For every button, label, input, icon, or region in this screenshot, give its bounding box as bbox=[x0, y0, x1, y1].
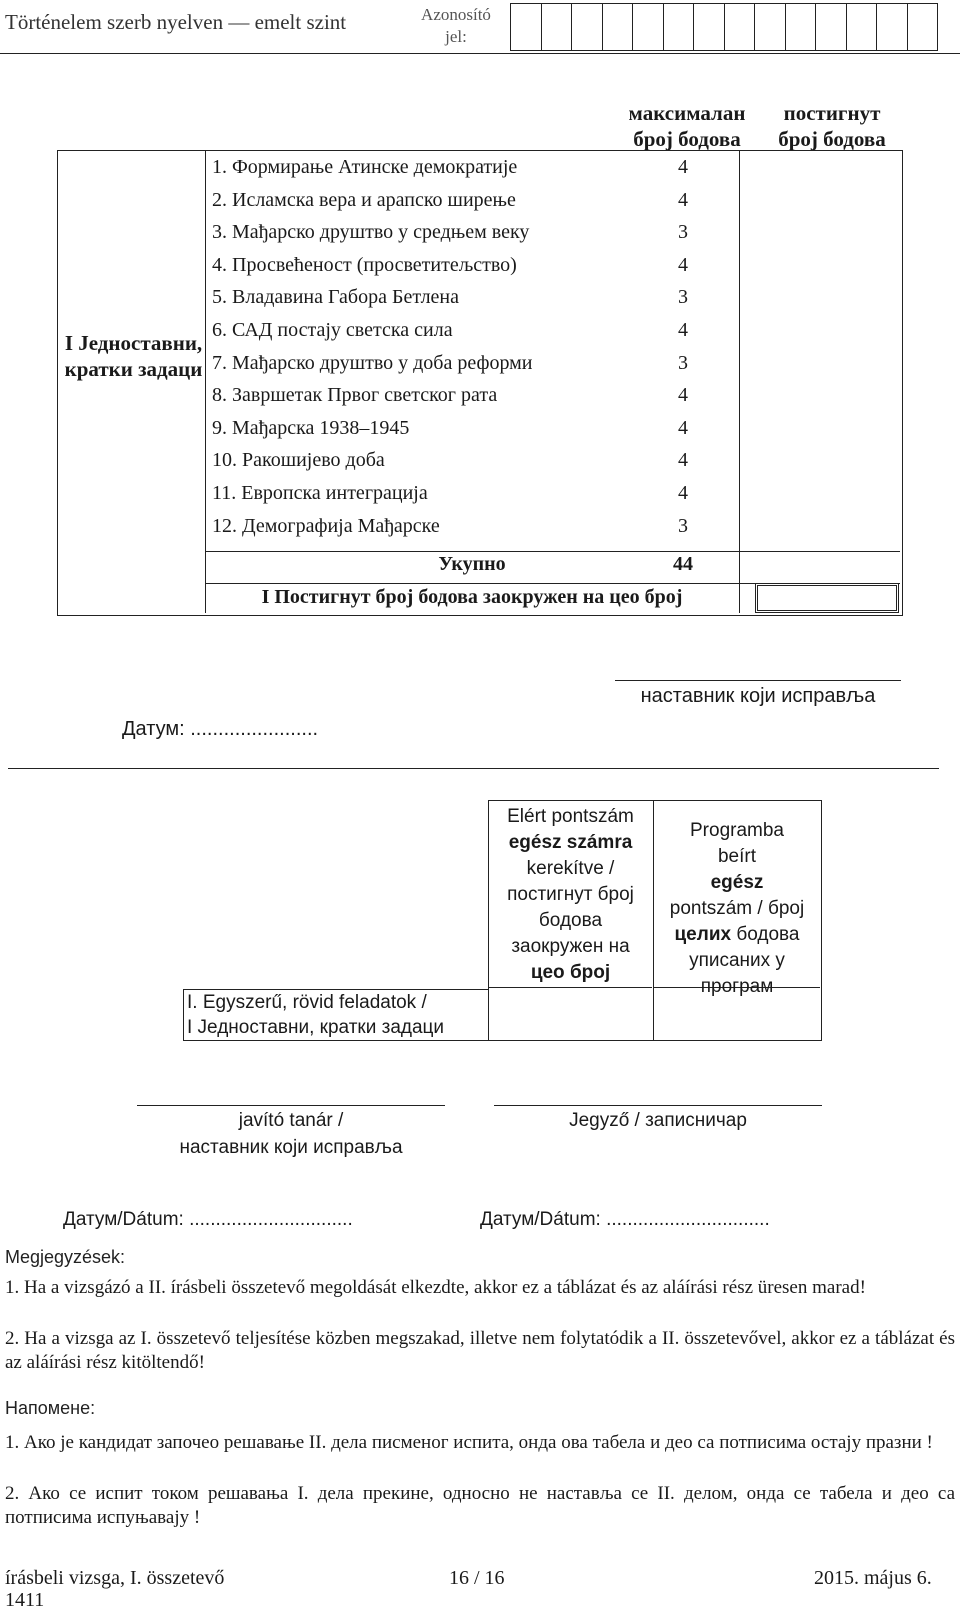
score-row-max: 4 bbox=[678, 156, 688, 178]
id-boxes[interactable] bbox=[510, 3, 938, 51]
table2-column-rounded bbox=[488, 800, 654, 1041]
footer-date: 2015. május 6. bbox=[814, 1567, 932, 1589]
date-field[interactable]: Датум: ....................... bbox=[122, 718, 319, 740]
table-divider-section bbox=[205, 151, 206, 613]
id-box[interactable] bbox=[572, 3, 603, 51]
score-row-max: 4 bbox=[678, 254, 688, 276]
score-row-label: 11. Европска интеграција bbox=[212, 482, 428, 504]
footer-exam-label: írásbeli vizsga, I. összetevő bbox=[5, 1567, 225, 1589]
score-row-max: 4 bbox=[678, 482, 688, 504]
id-box[interactable] bbox=[755, 3, 786, 51]
table-rule-total bbox=[205, 551, 900, 552]
id-box[interactable] bbox=[847, 3, 878, 51]
table2-row-label-sr: I Једноставни, кратки задаци bbox=[187, 1017, 445, 1038]
score-row-label: 3. Мађарско друштво у средњем веку bbox=[212, 221, 530, 243]
table2-column-program bbox=[654, 800, 822, 1041]
score-row-max: 4 bbox=[678, 449, 688, 471]
col1-text-4: цео број bbox=[530, 962, 611, 983]
notes-heading-sr: Напомене: bbox=[5, 1398, 96, 1418]
id-box[interactable] bbox=[786, 3, 817, 51]
table2-row-label bbox=[183, 989, 488, 1041]
id-box[interactable] bbox=[816, 3, 847, 51]
score-row-max: 4 bbox=[678, 319, 688, 341]
table2-row-label-hu: I. Egyszerű, rövid feladatok / bbox=[187, 992, 427, 1013]
total-label: Укупно bbox=[438, 553, 506, 575]
rounded-score-label: I Постигнут број бодова заокружен на цео број bbox=[261, 586, 683, 608]
col1-text-1: Elért pontszám bbox=[507, 806, 634, 827]
corrector-signature-label bbox=[137, 1107, 445, 1161]
col2-text-5: бодова уписаних у програм bbox=[689, 924, 800, 997]
id-box[interactable] bbox=[542, 3, 573, 51]
col2-text-3: pontszám / број bbox=[669, 898, 805, 919]
col1-text-2: egész számra bbox=[508, 832, 633, 853]
score-table bbox=[57, 150, 903, 616]
note-sr-2: 2. Ако се испит током решавања I. дела прекине, односно не наставља се II. делом, онда се табела и део са потписима испуњавају ! bbox=[5, 1483, 955, 1528]
score-row-label: 10. Ракошијево доба bbox=[212, 449, 385, 471]
id-box[interactable] bbox=[633, 3, 664, 51]
score-row-max: 4 bbox=[678, 189, 688, 211]
note-sr-1: 1. Ако је кандидат започео решавање II. дела писменог испита, онда ова табела и део са потписима остају празни ! bbox=[5, 1432, 933, 1453]
teacher-signature-line[interactable] bbox=[615, 680, 901, 681]
score-row-label: 6. САД постају светска сила bbox=[212, 319, 453, 341]
score-row-max: 3 bbox=[678, 286, 688, 308]
col2-text-1: Programba beírt bbox=[690, 820, 784, 867]
table2-column-program-header bbox=[654, 801, 820, 997]
id-box[interactable] bbox=[511, 3, 542, 51]
footer-code: 1411 bbox=[5, 1589, 45, 1611]
id-box[interactable] bbox=[908, 3, 939, 51]
score-row-label: 7. Мађарско друштво у доба реформи bbox=[212, 352, 533, 374]
section-label: I Једноставни, кратки задаци bbox=[64, 331, 203, 381]
score-row-label: 2. Исламска вера и арапско ширење bbox=[212, 189, 516, 211]
score-row-label: 5. Владавина Габора Бетлена bbox=[212, 286, 460, 308]
separator-line bbox=[8, 768, 939, 769]
id-box[interactable] bbox=[694, 3, 725, 51]
score-row-max: 4 bbox=[678, 417, 688, 439]
notes-heading-hu: Megjegyzések: bbox=[5, 1247, 126, 1267]
corrector-signature-line[interactable] bbox=[137, 1105, 445, 1106]
score-row-max: 3 bbox=[678, 352, 688, 374]
score-row-label: 1. Формирање Атинске демократије bbox=[212, 156, 518, 178]
score-row-max: 3 bbox=[678, 515, 688, 537]
table-divider-achieved bbox=[739, 151, 740, 613]
document-title: Történelem szerb nyelven — emelt szint bbox=[5, 10, 347, 34]
note-hu-2: 2. Ha a vizsga az I. összetevő teljesítése közben megszakad, illetve nem folytatódik a II. összetevővel, akkor ez a táblázat és az aláírási rész kitöltendő! bbox=[5, 1328, 955, 1373]
corrector-label-sr: наставник који исправља bbox=[179, 1137, 403, 1158]
score-row-label: 8. Завршетак Првог светског рата bbox=[212, 384, 498, 406]
score-row-max: 4 bbox=[678, 384, 688, 406]
footer-page-number: 16 / 16 bbox=[449, 1567, 505, 1589]
column-header-max: максималан број бодова bbox=[628, 101, 746, 151]
header-rule bbox=[0, 53, 960, 54]
col2-text-2: egész bbox=[710, 872, 764, 893]
score-row-label: 9. Мађарска 1938–1945 bbox=[212, 417, 410, 439]
col2-text-4: целих bbox=[674, 924, 732, 945]
score-row-label: 4. Просвећеност (просветитељство) bbox=[212, 254, 517, 276]
score-row-label: 12. Демографија Мађарске bbox=[212, 515, 440, 537]
corrector-label-hu: javító tanár / bbox=[238, 1110, 344, 1131]
score-row-max: 3 bbox=[678, 221, 688, 243]
note-hu-1: 1. Ha a vizsgázó a II. írásbeli összetevő megoldását elkezdte, akkor ez a táblázat és az aláírási rész üresen marad! bbox=[5, 1277, 866, 1298]
date-field-left[interactable]: Датум/Dátum: ............................... bbox=[63, 1209, 353, 1230]
rounded-score-field[interactable] bbox=[755, 583, 899, 613]
recorder-signature-label: Jegyző / записничар bbox=[569, 1110, 747, 1131]
id-box[interactable] bbox=[664, 3, 695, 51]
table2-column-rounded-header bbox=[489, 801, 652, 988]
column-header-achieved: постигнут број бодова bbox=[778, 101, 886, 151]
teacher-signature-label: наставник који исправља bbox=[640, 685, 876, 707]
id-box[interactable] bbox=[877, 3, 908, 51]
col1-text-3: kerekítve / постигнут број бодова заокружен на bbox=[507, 858, 634, 957]
total-value: 44 bbox=[673, 553, 693, 575]
recorder-signature-line[interactable] bbox=[494, 1105, 822, 1106]
id-box[interactable] bbox=[725, 3, 756, 51]
id-label: Azonosító jel: bbox=[421, 5, 491, 46]
date-field-right[interactable]: Датум/Dátum: ............................... bbox=[480, 1209, 770, 1230]
id-box[interactable] bbox=[603, 3, 634, 51]
